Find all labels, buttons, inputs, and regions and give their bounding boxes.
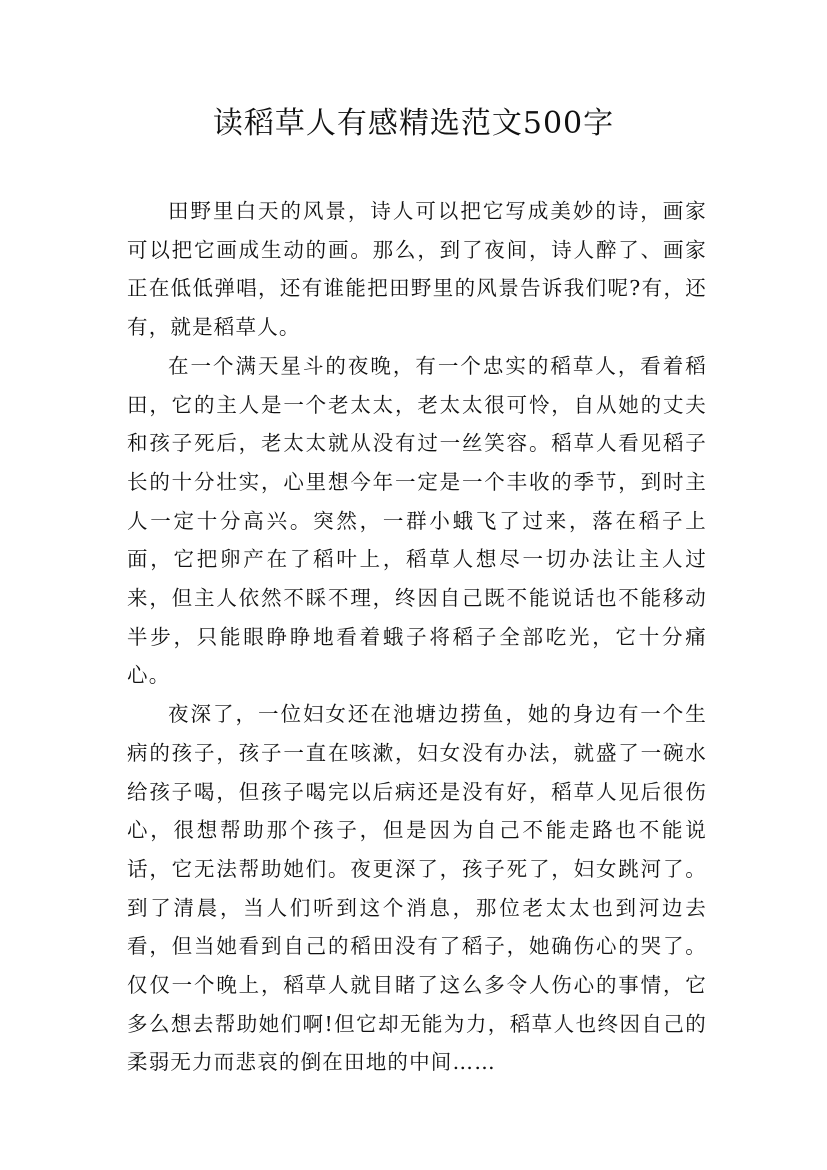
paragraph-2: 在一个满天星斗的夜晚，有一个忠实的稻草人，看着稻田，它的主人是一个老太太，老太太很可怜，自从她的丈夫和孩子死后，老太太就从没有过一丝笑容。稻草人看见稻子长的十分壮实，心里想今年一定是一个丰收的季节，到时主人一定十分高兴。突然，一群小蛾飞了过来，落在稻子上面，它把卵产在了稻叶上，稻草人想尽一切办法让主人过来，但主人依然不睬不理，终因自己既不能说话也不能移动半步，只能眼睁睁地看着蛾子将稻子全部吃光，它十分痛心。: [127, 353, 707, 688]
paragraph-3: 夜深了，一位妇女还在池塘边捞鱼，她的身边有一个生病的孩子，孩子一直在咳漱，妇女没有办法，就盛了一碗水给孩子喝，但孩子喝完以后病还是没有好，稻草人见后很伤心，很想帮助那个孩子，但是因为自己不能走路也不能说话，它无法帮助她们。夜更深了，孩子死了，妇女跳河了。到了清晨，当人们听到这个消息，那位老太太也到河边去看，但当她看到自己的稻田没有了稻子，她确伤心的哭了。仅仅一个晚上，稻草人就目睹了这么多令人伤心的事情，它多么想去帮助她们啊!但它却无能为力，稻草人也终因自己的柔弱无力而悲哀的倒在田地的中间……: [127, 702, 707, 1075]
page-title: 读稻草人有感精选范文500字: [212, 106, 615, 141]
paragraph-1: 田野里白天的风景，诗人可以把它写成美妙的诗，画家可以把它画成生动的画。那么，到了夜间，诗人醉了、画家正在低低弹唱，还有谁能把田野里的风景告诉我们呢?有，还有，就是稻草人。: [127, 199, 707, 340]
article-body: [127, 192, 707, 1082]
